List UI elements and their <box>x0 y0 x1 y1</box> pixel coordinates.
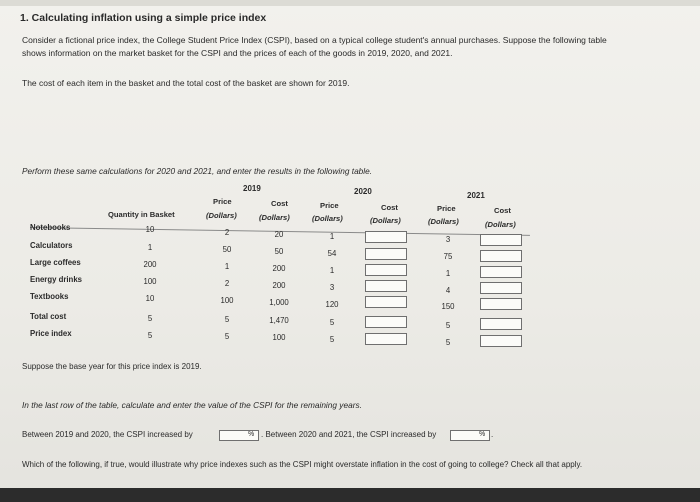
increase-sentence-b: . Between 2020 and 2021, the CSPI increased by <box>261 430 437 439</box>
qty-energy-drinks: 100 <box>143 277 157 286</box>
price-2019-notebooks: 2 <box>224 228 230 237</box>
price-header-2021: Price <box>437 204 456 213</box>
increase-sentence-a: Between 2019 and 2020, the CSPI increased by <box>22 430 193 439</box>
qty-calculators: 1 <box>147 243 153 252</box>
row-label-price-index: Price index <box>30 329 72 338</box>
price-2019-textbooks: 100 <box>220 296 234 305</box>
row-label-large-coffees: Large coffees <box>30 258 81 267</box>
price-header-2020: Price <box>320 201 339 210</box>
price-2020-large-coffees: 1 <box>329 266 335 275</box>
row-label-total-cost: Total cost <box>30 312 67 321</box>
qty-total: 5 <box>147 314 153 323</box>
cost-header-2021: Cost <box>494 206 511 215</box>
cost-note: The cost of each item in the basket and the total cost of the basket are shown for 2019. <box>22 78 350 88</box>
cost-2019-notebooks: 20 <box>274 230 284 239</box>
price-2020-calculators: 54 <box>327 249 337 258</box>
dollars-header-2019-cost: (Dollars) <box>259 213 290 222</box>
cost-2020-calculators-input[interactable] <box>365 248 407 260</box>
price-header-2019: Price <box>213 197 232 206</box>
price-2021-calculators: 75 <box>443 252 453 261</box>
price-2019-index: 5 <box>224 332 230 341</box>
price-2019-energy-drinks: 2 <box>224 279 230 288</box>
quantity-header: Quantity in Basket <box>108 210 175 219</box>
cost-2021-calculators-input[interactable] <box>480 250 522 262</box>
cost-2019-textbooks: 1,000 <box>269 298 289 307</box>
cost-header-2019: Cost <box>271 199 288 208</box>
top-edge <box>0 0 700 6</box>
price-2019-calculators: 50 <box>222 245 232 254</box>
row-label-calculators: Calculators <box>30 241 73 250</box>
dollars-header-2020-price: (Dollars) <box>312 214 343 223</box>
cost-2020-index-input[interactable] <box>365 333 407 345</box>
cost-2020-energy-drinks-input[interactable] <box>365 280 407 292</box>
cost-header-2020: Cost <box>381 203 398 212</box>
cost-2021-index-input[interactable] <box>480 335 522 347</box>
cost-2021-total-input[interactable] <box>480 318 522 330</box>
last-row-note: In the last row of the table, calculate and enter the value of the CSPI for the remaining years. <box>22 400 362 410</box>
price-2020-energy-drinks: 3 <box>329 283 335 292</box>
row-label-energy-drinks: Energy drinks <box>30 275 82 284</box>
followup-question: Which of the following, if true, would illustrate why price indexes such as the CSPI might overstate inflation in the cost of going to college? Check all that apply. <box>22 460 583 469</box>
cost-2019-energy-drinks: 200 <box>272 281 286 290</box>
year-2020-header: 2020 <box>354 187 372 196</box>
cost-2021-large-coffees-input[interactable] <box>480 266 522 278</box>
year-2021-header: 2021 <box>467 191 485 200</box>
cost-2020-large-coffees-input[interactable] <box>365 264 407 276</box>
price-2020-index: 5 <box>329 335 335 344</box>
cost-2020-textbooks-input[interactable] <box>365 296 407 308</box>
price-2021-energy-drinks: 4 <box>445 286 451 295</box>
dollars-header-2020-cost: (Dollars) <box>370 216 401 225</box>
bottom-edge <box>0 488 700 502</box>
qty-notebooks: 10 <box>145 225 155 234</box>
price-2019-total: 5 <box>224 315 230 324</box>
sentence-period: . <box>491 430 494 439</box>
price-2020-total: 5 <box>329 318 335 327</box>
cost-2021-notebooks-input[interactable] <box>480 234 522 246</box>
qty-large-coffees: 200 <box>143 260 157 269</box>
price-2021-index: 5 <box>445 338 451 347</box>
instruction-text: Perform these same calculations for 2020 and 2021, and enter the results in the following table. <box>22 166 373 176</box>
row-label-textbooks: Textbooks <box>30 292 69 301</box>
row-label-notebooks: Notebooks <box>30 223 71 232</box>
dollars-header-2021-price: (Dollars) <box>428 217 459 226</box>
cost-2020-total-input[interactable] <box>365 316 407 328</box>
year-2019-header: 2019 <box>243 184 261 193</box>
price-2021-large-coffees: 1 <box>445 269 451 278</box>
dollars-header-2021-cost: (Dollars) <box>485 220 516 229</box>
price-2020-notebooks: 1 <box>329 232 335 241</box>
percent-sign-1: % <box>248 431 255 438</box>
cost-2019-calculators: 50 <box>274 247 284 256</box>
qty-textbooks: 10 <box>145 294 155 303</box>
percent-sign-2: % <box>479 431 486 438</box>
price-2021-notebooks: 3 <box>445 235 451 244</box>
base-year-note: Suppose the base year for this price index is 2019. <box>22 362 202 371</box>
cost-2020-notebooks-input[interactable] <box>365 231 407 243</box>
price-2020-textbooks: 120 <box>325 300 339 309</box>
intro-paragraph: Consider a fictional price index, the College Student Price Index (CSPI), based on a typical college student's annual purchases. Suppose the following table shows information on the market basket for the CSPI and the prices of each of the goods in 2019, 2020, and 2021. <box>22 35 607 58</box>
cost-2021-energy-drinks-input[interactable] <box>480 282 522 294</box>
qty-index: 5 <box>147 331 153 340</box>
price-2021-textbooks: 150 <box>441 302 455 311</box>
price-2019-large-coffees: 1 <box>224 262 230 271</box>
price-2021-total: 5 <box>445 321 451 330</box>
cost-2021-textbooks-input[interactable] <box>480 298 522 310</box>
question-title: 1. Calculating inflation using a simple price index <box>20 12 267 24</box>
cost-2019-index: 100 <box>272 333 286 342</box>
cost-2019-large-coffees: 200 <box>272 264 286 273</box>
cost-2019-total: 1,470 <box>269 316 289 325</box>
dollars-header-2019-price: (Dollars) <box>206 211 237 220</box>
